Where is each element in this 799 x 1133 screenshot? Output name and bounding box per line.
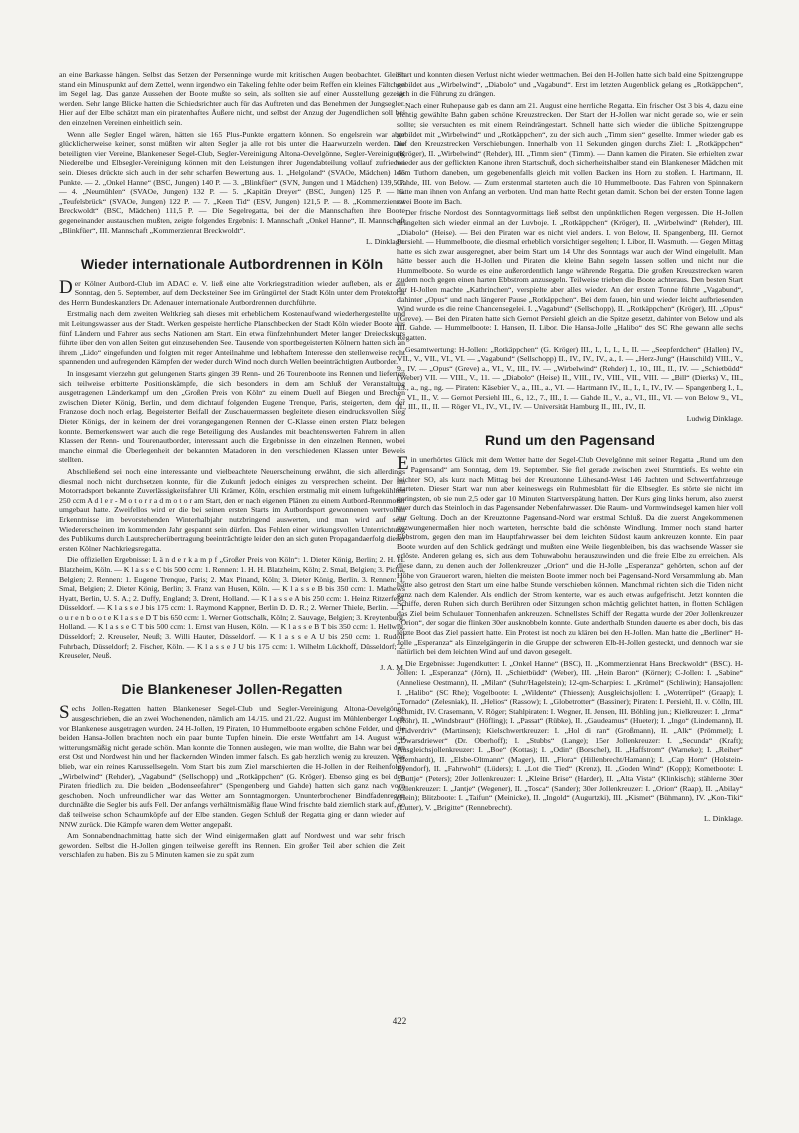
author-signature: J. A. M. (380, 662, 405, 672)
paragraph: Start und konnten diesen Verlust nicht wieder wettmachen. Bei den H-Jollen hatte sich bald eine Spitzengruppe gebildet aus „Wirbelwind“, „Diabolo“ und „Vagabund“. Erst im letzten Augenblick gelang es „Rotkäppchen“, sich in die Führung zu drängen. (397, 70, 743, 99)
paragraph: Abschließend sei noch eine interessante und vielbeachtete Neuerscheinung erwähnt, die sich allerdings diesmal noch nicht durchsetzen konnte, für die Zukunft jedoch einiges zu versprechen scheint. Der im Motorradsport bekannte Zuverlässigkeitsfahrer Uli Krämer, Köln, erschien erstmalig mit einem luftgekühlten 250 ccm A d l e r - M o t o r r a d m o t o r am Start, den er nach eigenen Plänen zu einem Autbord-Rennmotor umgebaut hatte. Zweifellos wird er die bei seinen ersten Starts im Autbordsport gewonnenen wertvollen Erkenntnisse im bevorstehenden Winterhalbjahr nutzbringend auswerten, und man wird auf sein Wiedererscheinen im kommenden Jahr gespannt sein dürfen. Das Fehlen einer wirkungsvollen Unterrichtung des Publikums durch Lautsprecherübertragung beeinträchtigte leider den an sich guten Propagandaerfolg dieser ersten Kölner Nachkriegsregatta. (59, 466, 405, 553)
paragraph: an eine Barkasse hängen. Selbst das Setzen der Persenninge wurde mit kritischen Augen beobachtet. Gleich stand ein Minuspunkt auf dem Zettel, wenn irgendwo ein Takeling fehlte oder beim Reffen ein kleines Fältchen im Segel lag. Das ganze Aussehen der Boote mußte so sein, als sollten sie auf einer Ausstellung gezeigt werden. Sehr lange Blicke hatten die Schiedsrichter auch für das Auftreten und das Benehmen der Jungsegler. Hier auf der Elbe schätzt man ein piratenhaftes Äußere nicht, und selbst der Anzug der Jugendlichen soll bei den einzelnen Vereinen einheitlich sein. (59, 70, 405, 127)
author-signature: L. Dinklage. (704, 814, 743, 824)
article-heading: Die Blankeneser Jollen-Regatten (121, 681, 343, 698)
results-paragraph: Die offiziellen Ergebnisse: L ä n d e r k a m p f „Großer Preis von Köln“: 1. Dieter König, Berlin; 2. H. H. Blatzheim, Köln. — K l a s s e C bis 500 ccm: 1. Rennen: 1. H. H. Blatzheim, Köln; 2. Smal, Belgien; 3. Picha, Belgien; 2. Rennen: 1. Eugene Trenque, Paris; 2. Max Pinand, Köln; 3. Dieter König, Berlin. 3. Rennen: 1. Smal, Belgien; 2. Dieter König, Berlin; 3. Franz van Husen, Köln. — K l a s s e B bis 350 ccm: 1. Mathews Hyatt, Berlin, U. S. A.; 2. Duffy, England; 3. Drent, Holland. — K l a s s e A bis 250 ccm: 1. Heinz Ritzerfeld, Düsseldorf. — K l a s s e J bis 175 ccm: 1. Raymond Kappner, Berlin D. D. R.; 2. Werner Thiele, Berlin. — T o u r e n b o o t e K l a s s e D T bis 650 ccm: 1. Werner Gottschalk, Köln; 2. Sauvage, Belgien; 3. Kreytenburg, Holland. — K l a s s e C T bis 500 ccm: 1. Ernst van Husen, Köln. — K l a s s e B T bis 350 ccm: 1. Hellwig, Düsseldorf; 2. Kreuseler, Neuß; 3. Willi Hauter, Düsseldorf. — K l a s s e A U bis 250 ccm: 1. Rudolf Fuhrbach, Düsseldorf; 2. Fischer, Köln. — K l a s s e J U bis 175 ccm: 1. Wilhelm Lückhoff, Düsseldorf; 2. Kreuseler, Neuß. (59, 555, 405, 661)
right-column (397, 70, 743, 826)
paragraph: Der Kölner Autbord-Club im ADAC e. V. ließ eine alte Vorkriegstradition wieder aufleben, als er am Sonntag, den 5. September, auf dem Decksteiner See im Grüngürtel der Stadt Köln unter dem Protektorat des Herrn Bundeskanzlers Dr. Adenauer internationale Autbordrennen durchführte. (59, 276, 405, 307)
paragraph: Wenn alle Segler Engel wären, hätten sie 165 Plus-Punkte ergattern können. So engelsrein war aber glücklicherweise keiner, sonst müßten wir alten Segler ja alle rot bis unter die Haarwurzeln werden. Die beteiligten vier Vereine, Blankeneser Segel-Club, Segler-Vereinigung Altona-Oevelgönne, Segler-Vereinigung Niederelbe und Elbsegler-Vereinigung können mit den Leistungen ihrer Jugendabteilung vollauf zufrieden sein. Dieses drückte sich auch in der sehr scharfen Bewertung aus. 1. „Helgoland“ (SVAOe, Mädchen) 145 Punkte. — 2. „Onkel Hanne“ (BSC, Jungen) 140 P. — 3. „Blinkfüer“ (SVN, Jungen und 1 Mädchen) 139,5 P. — 4. „Neumühlen“ (SVAOe, Jungen) 132 P. — 5. „Kapitän Dreyer“ (BSC, Jungen) 125 P. — 6. „Teufelsbrück“ (SVAOe, Jungen) 122 P. — 7. „Keen Tid“ (ESV, Jungen) 121,5 P. — 8. „Kommerzienrat Breckwoldt“ (BSC, Mädchen) 111,5 P. — Die Segelregatta, bei der die Mannschaften ihre Boote gegeneinander austauschen mußten, zeigte folgendes Ergebnis: I. Mannschaft „Onkel Hanne“, II. Mannschaft „Blinkfüer“, III. Mannschaft „Kommerzienrat Breckwoldt“. (59, 129, 405, 235)
results-paragraph: Gesamtwertung: H-Jollen: „Rotkäppchen“ (G. Kröger) III., I., I., I., I., II. — „Seepferdchen“ (Hallen) IV., VII., V., VII., VI., VI. — „Vagabund“ (Sellschopp) II., IV., IV., IV., a., I. — „Herz-Jung“ (Hauschild) VIII., V., 9., IV. — „Opus“ (Greve) a., VI., V., III., IV. — „Wirbelwind“ (Rehder) I., 10., III., II., IV. — „Schietbüdd“ (Weber) VII. — VIII., V., 11. — „Diabolo“ (Heise) II., VIII., IV., VIII., VII., VIII. — „Bill“ (Dierks) V., III., 13., a., ng., ng. — Piraten: Käsebier V., a., III., a., VI. — Hartmann IV., II., I., I., IV., IV. — Spangenberg I., I., 7., VI., II., V. — Gernot Persiehl III., 6., 12., 7., III., I. — Gahde II., V., a., VI., III., VI. — von Below 9., VI., II., III., II., II. — Röger VI., IV., VI., IV. — Universität Hamburg II., III., IV., II. (397, 344, 743, 412)
paragraph: Der frische Nordost des Sonntagvormittags ließ selbst den unpünktlichen Regen vergessen. Die H-Jollen drängelten sich wieder einmal an der Luvboje. I. „Rotkäppchen“ (Kröger), II. „Wirbelwind“ (Rehder), III. „Diabolo“ (Heise). — Bei den Piraten war es nicht viel anders. I. von Below, II. Spangenberg, III. Gernot Persiehl. — Hummelboote, die diesmal erheblich vorsichtiger segelten; I. Libor, II. Wasmuth. — Gegen Mittag hatte es sich zwar ausgeregnet, aber beim Start um 14 Uhr des Sonntags war auch der Wind eingelullt. Man hätte besser auch die H-Jollen und Piraten die kleine Bahn segeln lassen sollen und nicht nur die Hummelboote. So wurde es eine außerordentlich lange währende Regatta. Die großen Kreuzstrecken waren zudem noch gegen einen harten Ebbstrom anzusegeln. Teilweise trieben die Boote achteraus. Den besten Start der H-Jollen machte „Kathrinchen“, verspielte aber alles wieder. An der ersten Tonne führte „Vagabund“, dahinter „Opus“ und nach längerer Pause „Rotkäppchen“. Bei dem fauen, hin und wieder leicht aufbriesenden Wind wurde es die reine Chancensegelei. I. „Vagabund“ (Sellschopp), II. „Rotkäppchen“ (Kröger), III. „Opus“ (Greve). — Bei den Piraten hatte sich Gernot Persiehl gleich an die Spitze gesetzt, dahinter von Below und als III. Gahde. — Hummelboote: I. Hansen, II. Libor. Die Hansa-Jolle „Halibo“ des SC Rhe gewann alle sechs Regatten. (397, 208, 743, 343)
author-signature: Ludwig Dinklage. (686, 413, 743, 423)
article-heading: Rund um den Pagensand (484, 432, 656, 449)
drop-cap: E (397, 453, 409, 475)
drop-cap: S (59, 702, 70, 724)
article-heading: Wieder internationale Autbordrennen in Köln (80, 255, 384, 272)
author-signature: L. Dinklage. (366, 237, 405, 247)
paragraph: Nach einer Ruhepause gab es dann am 21. August eine herrliche Regatta. Ein frischer Ost 3 bis 4, dazu eine richtig gewählte Bahn gaben schöne Kreuzstrecken. Der Start der H-Jollen war nicht gerade so, wie er sein sollte; sie versuchten es mit einem Reindrängestart. Schnell hatte sich wieder die übliche Spitzengruppe gebildet mit „Wirbelwind“ und „Rotkäppchen“, zu der sich auch „Timm sien“ gesellte. Immer wieder gab es auf den Kreuzstrecken Verschiebungen. Innerhalb von 11 Sekunden gingen durchs Ziel: I. „Rotkäppchen“ (Kröger), II. „Wirbelwind“ (Rehder), III. „Timm sien“ (Timm). — Dann kamen die Piraten. Sie erhielten zwar wieder aus der geflickten Kanone ihren Startschuß, doch sicherheitshalber stand ein Blankeneser Mädchen mit dem Tuthorn daneben, um gegebenenfalls gleich mit vollen Backen ins Horn zu stoßen. I. Hartmann, II. Gahde, III. von Below. — Zum erstenmal starteten auch die 10 Hummelboote. Das Fahren von Spinnakern hatte man ihnen von Anfang an verboten. Und man hatte Recht getan damit. Schon bei der ersten Tonne lagen zwei Boote im Bach. (397, 100, 743, 206)
page-number: 422 (392, 1016, 407, 1026)
paragraph: Sechs Jollen-Regatten hatten Blankeneser Segel-Club und Segler-Vereinigung Altona-Oevelgönne ausgeschrieben, die an zwei Wochenenden, nämlich am 14./15. und 21./22. August im Mühlenberger Loch vor Blankenese ausgetragen wurden. 24 H-Jollen, 19 Piraten, 10 Hummelboote ergaben schöne Felder, und die beiden Hansa-Jollen brachten noch ein paar bunte Tupfen hinein. Die erste Wettfahrt am 14. August war witterungsmäßig nicht gerade schön. Man konnte die Tonnen auslegen, wie man wollte, die Bahn war bei den erst Ost und Nordwest hin und her flackernden Winden immer falsch. Es gab herzlich wenig zu kreuzen. Was blieb, war ein reines Karussellsegeln. Vom Start bis zum Ziel marschierten die H-Jollen in der Reihenfolge „Wirbelwind“ (Rehder), „Vagabund“ (Sellschopp) und „Rotkäppchen“ (G. Kröger). Ebenso ging es bei den Piraten friedlich zu. Die beiden „Bodenseefahrer“ (Spengenberg und Gahde) hatten sich ganz nach vorn geschoben. Noch unfreundlicher war das Wetter am Sonntagmorgen. Ununterbrochener Bindfadenregen durchnäßte die Segler bis aufs Fell. Der anfangs verhältnismäßig flaue Wind frischte bald ziemlich stark auf, so daß teilweise schon Schaumköpfe auf der Elbe standen. Gegen Schluß der Regatta ging er dann wieder auf NNW zurück. Die Kämpfe waren dem Wetter angepaßt. (59, 702, 405, 829)
paragraph: Ein unerhörtes Glück mit dem Wetter hatte der Segel-Club Oevelgönne mit seiner Regatta „Rund um den Pagensand“ am Sonntag, dem 19. September. Sie fiel gerade zwischen zwei Sturmtiefs. Es wehte ein leichter SO, als kurz nach Mittag bei der Kreuztonne Lühesand-West 146 Jachten und Schwertfahrzeuge starteten. Dieser Start war nun aber keineswegs ein Ruhmesblatt für die Elbsegler. Es störte sie nicht im geringsten, ob sie nun 2,5 oder gar 10 Minuten Startverspätung hatten. Der Kurs ging links herum, also zuerst quer durch das Steinloch in das Pagensander Nebenfahrwasser. Die Raum- und Vormwindsegel kamen hier voll zur Geltung. Doch an der Kreuztonne Pagensand-Nord war erstmal Schluß. Da die zuerst Angekommenen gezwungenermaßen hier noch warteten, herrschte bald die schönste Windlung. Immer noch stand harter Ebbstrom, gegen den man im Hauptfahrwasser bei dem leichten Südost kaum ankreuzen konnte. Ein paar Boote wurden auf den Schlick gedrängt und mußten eine Weile liegenbleiben, bis das wachsende Wasser sie erlöste. Anderen gelang es, sich aus dem Tohuwabohu herauszuwinden und die freie Elbe zu erreichen. Als diese dann, zu denen auch der Jollenkreuzer „Orion“ und die H-Jolle „Esperanza“ gehörten, schon auf der Höhe von Grauerort waren, hielten die meisten Boote immer noch bei Pagensand-Nord Versammlung ab. Man hätte also getrost den Start um eine halbe Stunde verschieben können. Manchmal richten sich die Tiden nicht ganz nach dem Kalender. Als endlich der Strom kenterte, war es auch etwas aufgefrischt. Jetzt konnten die Schiffe, deren Ruhen sich durch Berühren oder Sitzungen schon mächtig gelichtet hatten, in flotten Schlägen das Ziel beim Schulauer Tonnenhafen ankreuzen. Schnellstes Schiff der Regatta wurde der 20er Jollenkreuzer „Orion“, der sogar die flinken 30er ausknobbeln konnte. Gute anderthalb Stunden dauerte es aber doch, bis das letzte Boot das Ziel passiert hatte. Ein Protest ist noch zu klären bei den H-Jollen. Man hatte die „Berliner“ H-Jolle „Esperanza“ als Einzelgängerin in die Gruppe der schweren Elb-H-Jollen gesteckt, und dennoch war sie natürlich bei dem leichten Wind auf und davon gesegelt. (397, 453, 744, 657)
drop-cap: D (59, 276, 73, 298)
paragraph: Erstmalig nach dem zweiten Weltkrieg sah dieses mit erheblichem Kostenaufwand wiederhergestellte und mit Leitungswasser aus der Stadt. Werken gespeiste herrliche Planschbecken der Stadt Köln wieder Boote aus fünf Ländern und Fahrer aus sechs Nationen am Start. Ein etwa fünfzehnhundert Meter langer Dreieckskurs führte über den von allen Seiten gut einzusehenden See. Tausende von sportbegeisterten Kölnern hatten sich an ihrem „Lido“ eingefunden und folgten mit reger Anteilnahme und lebhaftem Interesse den stellenweise recht spannenden und aufregenden Kämpfen der weder durch Wind noch durch Wellen beeinträchtigten Autborder. (59, 309, 405, 367)
results-paragraph: Die Ergebnisse: Jugendkutter: I. „Onkel Hanne“ (BSC), II. „Kommerzienrat Hans Breckwoldt“ (BSC). H-Jollen: I. „Esperanza“ (Jörn), II. „Schietbüdd“ (Weber), III. „Hein Baron“ (Körner); C-Jollen: I. „Sabine“ (Anneliese Oestmann), II. „Milan“ (Suhr/Hagelstein); 12-qm-Scharpies: I. „Krümel“ (Schliwin); Hansajollen: I. „Halibo“ (SC Rhe); Vogelboote: I. „Wildente“ (Thiessen); Ausgleichsjollen: I. „Woterrüpel“ (Graap); I. „Tornado“ (Zelesniak), II. „Helios“ (Rassow); I. „Globetrotter“ (Bassiner); Piraten: I. Persiehl, II. v. Cölln, III. Schmidt, IV. Crasemann, V. Röger; Stahlpiraten: I. Wegner, II. Jensen, III. Böhling jun.; Kielkreuzer: I. „Irma“ (Röhr), II. „Windsbraut“ (Höfling); I. „Passat“ (Rübke), II. „Gaudeamus“ (Hueter); I. „Ingo“ (Lindemann), II. „Tidverdriv“ (Martinsen); Kielschwertkreuzer: I. „Hol di ran“ (Großmann), II. „Alk“ (Prömmel); I. „Dwarsdriewer“ (Dr. Oberhoff); I. „Stubbs“ (Lange); 15er Jollenkreuzer: I. „Secunda“ (Kraft); Ausgleichsjollenkreuzer: I. „Boe“ (Kottas); I. „Odin“ (Borschel), II. „Haffstrom“ (Warneke); I. „Reiher“ (Bernhardt), II. „Elsbe-Oltmann“ (Mager), III. „Flora“ (Hillenbrecht/Hamann); I. „Cap Horn“ (Holstein-Eyendorf), II. „Fahrwohl“ (Lüders); I. „Lot die Tied“ (Krenz), II. „Goden Wind“ (Kopp); Kometboote: I. „Buttje“ (Peters); 20er Jollenkreuzer: I. „Kleine Brise“ (Harder), II. „Alta Vista“ (Klinkisch); stählerne 30er Jollenkreuzer: I. „Jantje“ (Wegener), II. „Tosca“ (Sander); 30er Jollenkreuzer: I. „Orion“ (Raap), II. „Abilay“ (Hein); Blitzboote: I. „Taifun“ (Meinicke), II. „Ingold“ (Augurtzki), III. „Kismet“ (Bühmann), IV. „Kon-Tiki“ (Lutter), V. „Brigitte“ (Rennebrecht). (397, 658, 743, 812)
left-column (59, 70, 405, 862)
paragraph: Am Sonnabendnachmittag hatte sich der Wind einigermaßen glatt auf Nordwest und war sehr frisch geworden. Selbst die H-Jollen gingen teilweise gerefft ins Rennen. Ein großer Teil aber schien die Zeit verschlafen zu haben. Bis zu 5 Minuten kamen sie zu spät zum (59, 831, 405, 860)
paragraph: In insgesamt vierzehn gut gelungenen Starts gingen 39 Renn- und 26 Tourenboote ins Rennen und lieferten sich teilweise erbitterte Positionskämpfe, die sich besonders in dem am Schluß der Veranstaltung ausgetragenen Länderkampf um den „Großen Preis von Köln“ zu einem Duell auf Biegen und Brechen zwischen Dieter König, Berlin, und dem dichtauf folgenden Eugene Trenque, Paris, steigerten, dem der Franzose doch noch erlag. Begeisterter Beifall der Zuschauermassen begleitete diesen eindrucksvollen Sieg Dieter Königs, der in keinem der drei vorangegangenen Rennen der C-Klasse einen ersten Platz belegen konnte. Bemerkenswert war auch die rege Beteiligung des Auslandes mit beachtenswerten Fahrern in allen Klassen der Renn- und Tourenautborder, interessant auch die Ergebnisse in den einzelnen Rennen, wobei manche einmal die Überlegenheit der bekannten Matadoren in den verschiedenen Klassen unter Beweis stellten. (59, 369, 405, 465)
